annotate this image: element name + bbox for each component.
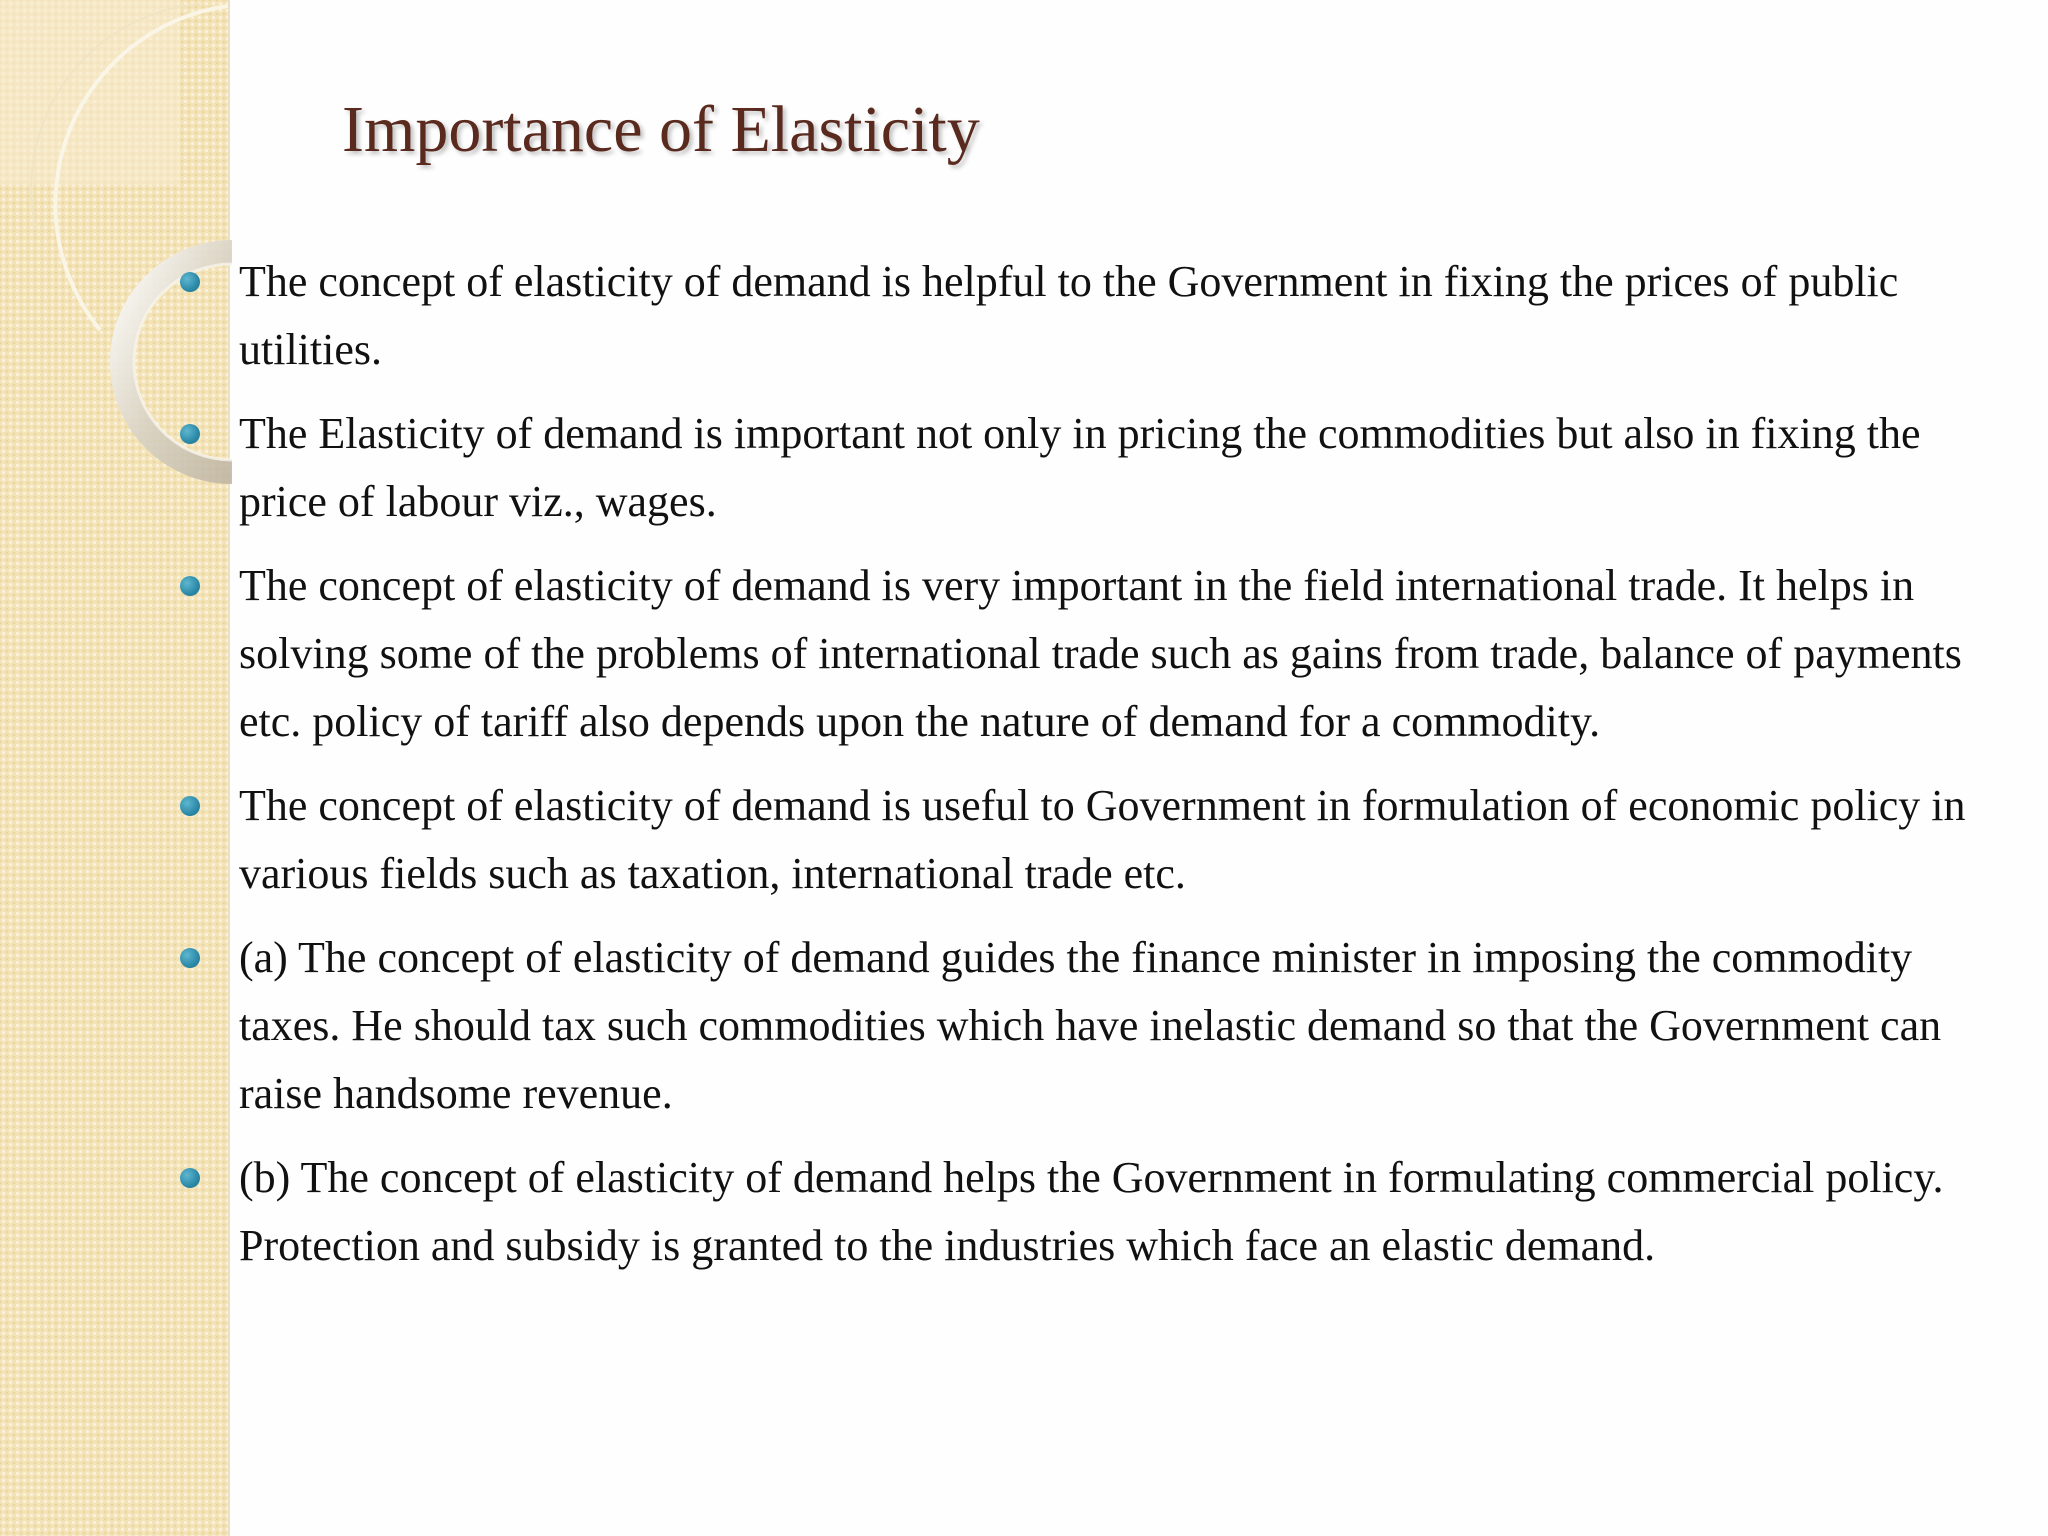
bullet-item (176, 924, 1976, 1128)
round-bullet-icon (180, 796, 200, 816)
round-bullet-icon (180, 272, 200, 292)
bullet-list (176, 248, 1976, 1296)
bullet-text: (a) The concept of elasticity of demand guides the finance minister in imposing the commodity taxes. He should tax such commodities which have inelastic demand so that the Government can raise handsome revenue. (239, 933, 1942, 1118)
bullet-item (176, 1144, 1976, 1280)
round-bullet-icon (180, 1168, 200, 1188)
bullet-text: The concept of elasticity of demand is useful to Government in formulation of economic policy in various fields such as taxation, international trade etc. (239, 781, 1966, 898)
round-bullet-icon (180, 424, 200, 444)
bullet-text: (b) The concept of elasticity of demand helps the Government in formulating commercial policy. Protection and subsidy is granted to the industries which face an elastic demand. (239, 1153, 1944, 1270)
bullet-item (176, 552, 1976, 756)
bullet-text: The concept of elasticity of demand is very important in the field international trade. It helps in solving some of the problems of international trade such as gains from trade, balance of payments etc. policy of tariff also depends upon the nature of demand for a commodity. (239, 561, 1962, 746)
bullet-item (176, 772, 1976, 908)
bullet-text: The concept of elasticity of demand is helpful to the Government in fixing the prices of public utilities. (239, 257, 1899, 374)
slide-title: Importance of Elasticity (342, 93, 980, 166)
bullet-item (176, 400, 1976, 536)
round-bullet-icon (180, 948, 200, 968)
round-bullet-icon (180, 576, 200, 596)
bullet-text: The Elasticity of demand is important not only in pricing the commodities but also in fixing the price of labour viz., wages. (239, 409, 1921, 526)
bullet-item (176, 248, 1976, 384)
